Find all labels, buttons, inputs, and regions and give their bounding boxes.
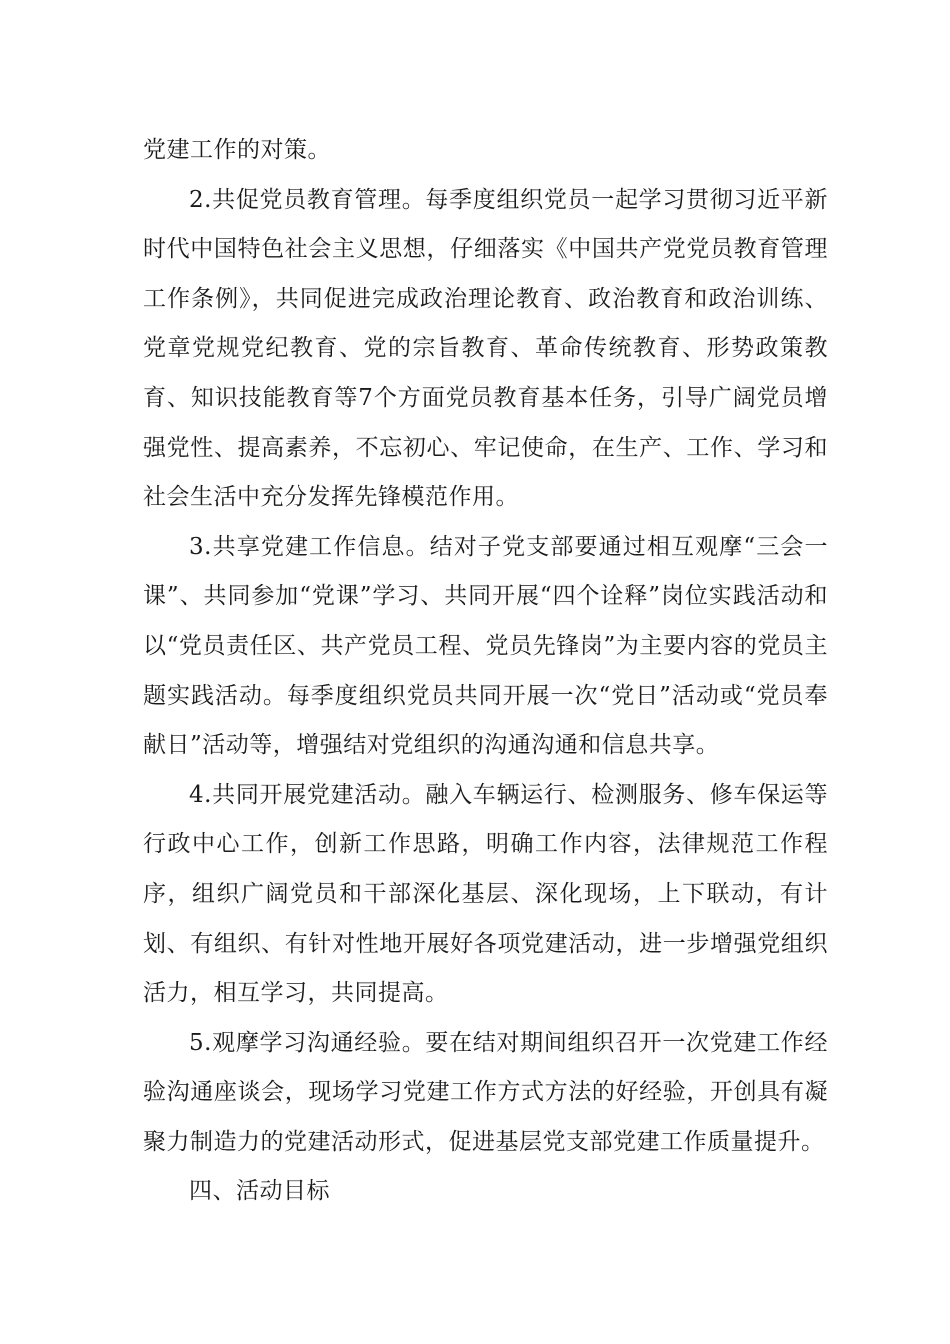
paragraph-item-2: 2.共促党员教育管理。每季度组织党员一起学习贯彻习近平新时代中国特色社会主义思想，仔细落实《中国共产党党员教育管理工作条例》，共同促进完成政治理论教育、政治教育和政治训练、党章党规党纪教育、党的宗旨教育、革命传统教育、形势政策教育、知识技能教育等7个方面党员教育基本任务，引导广阔党员增强党性、提高素养，不忘初心、牢记使命，在生产、工作、学习和社会生活中充分发挥先锋模范作用。 — [143, 186, 828, 511]
paragraph-continuation: 党建工作的对策。 — [143, 137, 331, 163]
section-heading: 四、活动目标 — [189, 1178, 330, 1205]
paragraph-item-4: 4.共同开展党建活动。融入车辆运行、检测服务、修车保运等行政中心工作，创新工作思路，明确工作内容，法律规范工作程序，组织广阔党员和干部深化基层、深化现场，上下联动，有计划、有组织、有针对性地开展好各项党建活动，进一步增强党组织活力，相互学习，共同提高。 — [143, 781, 828, 1007]
paragraph-item-5: 5.观摩学习沟通经验。要在结对期间组织召开一次党建工作经验沟通座谈会，现场学习党建工作方式方法的好经验，开创具有凝聚力制造力的党建活动形式，促进基层党支部党建工作质量提升。 — [143, 1029, 828, 1155]
document-body — [143, 126, 828, 1217]
paragraph-item-3: 3.共享党建工作信息。结对子党支部要通过相互观摩“三会一课”、共同参加“党课”学习、共同开展“四个诠释”岗位实践活动和以“党员责任区、共产党员工程、党员先锋岗”为主要内容的党员主题实践活动。每季度组织党员共同开展一次“党日”活动或“党员奉献日”活动等，增强结对党组织的沟通沟通和信息共享。 — [143, 533, 828, 759]
